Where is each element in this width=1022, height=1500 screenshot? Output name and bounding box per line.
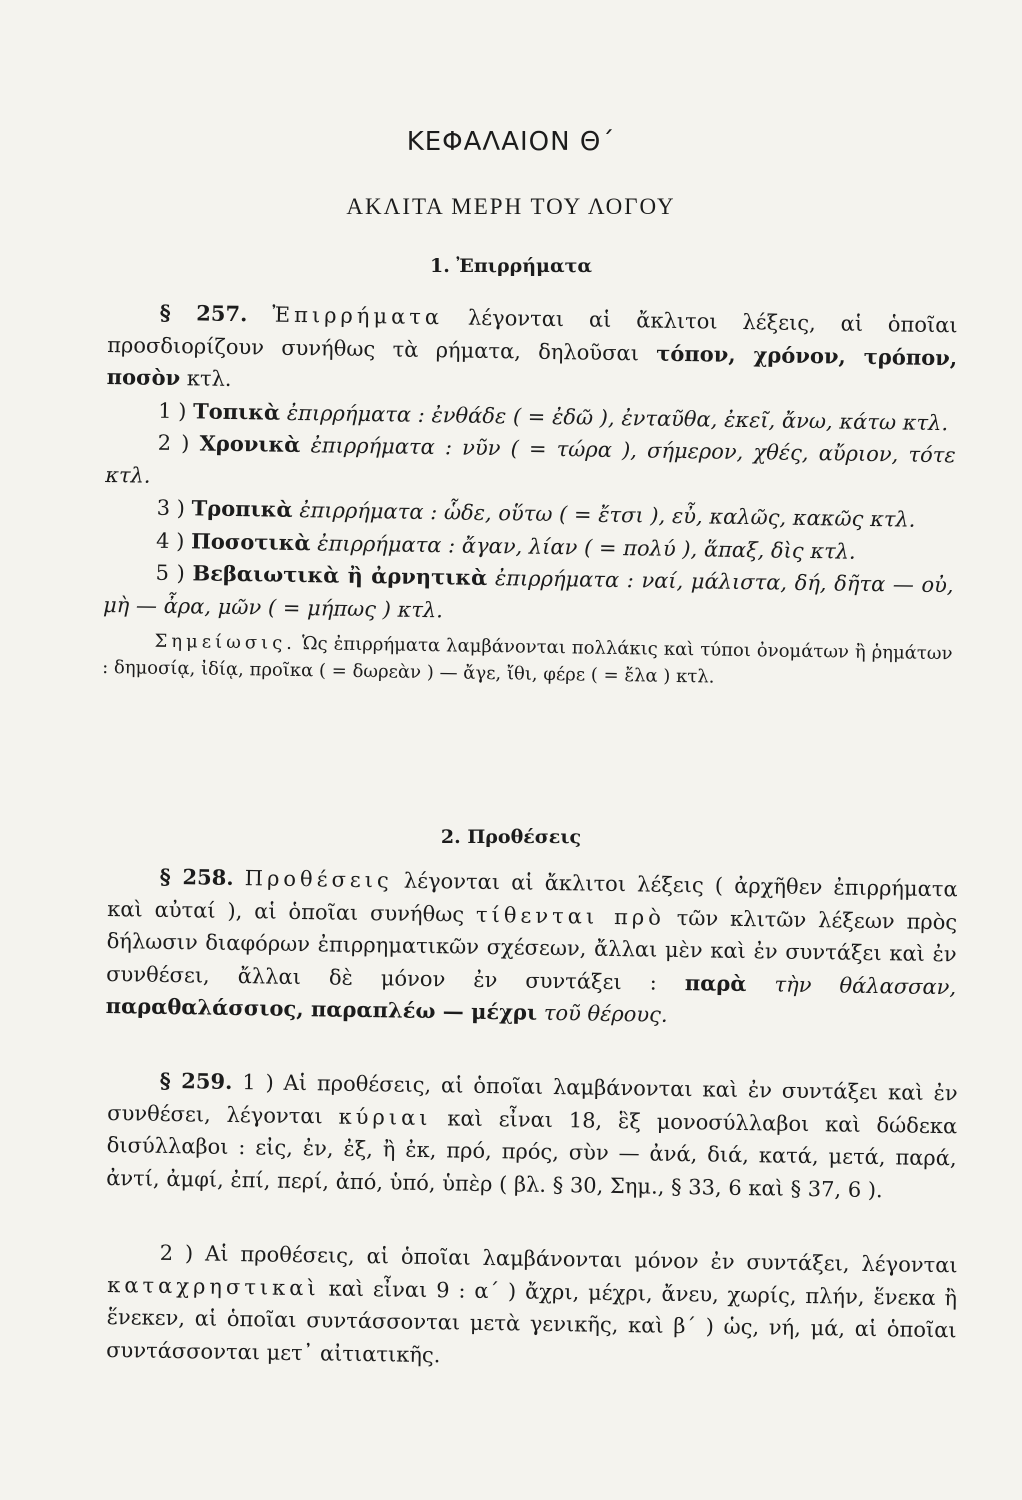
spaced-term: τίθενται πρὸ bbox=[475, 902, 666, 930]
bold-terms: τόπον, χρόνον, τρόπον, ποσὸν bbox=[106, 340, 958, 391]
chapter-title: ΚΕΦΑΛΑΙΟΝ Θ΄ bbox=[406, 127, 616, 157]
paragraph-number: § 258. bbox=[159, 863, 234, 890]
item-number: 2 ) bbox=[157, 430, 190, 456]
spaced-term: Προθέσεις bbox=[244, 866, 393, 893]
item-term: Τοπικὰ bbox=[192, 397, 281, 425]
paragraph-text: καὶ εἶναι 9 : α΄ ) ἄχρι, μέχρι, ἄνευ, χωρίς, πλήν, ἕνεκα ἢ ἕνεκεν, αἱ ὁποῖαι συντάσσονται μετὰ γενικῆς, καὶ β΄ ) ὡς, νή, μά, αἱ ὁποῖαι συντάσσονται μετ᾽ αἰτιατικῆς. bbox=[106, 1275, 958, 1367]
paragraph-text: τοῦ θέρους. bbox=[543, 1000, 668, 1027]
paragraph-text: 2 ) Αἱ προθέσεις, αἱ ὁποῖαι λαμβάνονται μόνον ἐν συντάξει, λέγονται bbox=[159, 1240, 958, 1278]
paragraph-text: 1 ) Αἱ προθέσεις, αἱ ὁποῖαι λαμβάνονται καὶ ἐν συντάξει καὶ ἐν συνθέσει, λέγονται bbox=[107, 1070, 958, 1128]
item-number: 4 ) bbox=[155, 528, 185, 553]
paragraph-text: καὶ εἶναι 18, ἓξ μονοσύλλαβοι καὶ δώδεκα δισύλλαβοι : εἰς, ἐν, ἐξ, ἢ ἐκ, πρό, πρός, σὺν — ἀνά, διά, κατά, μετά, παρά, ἀντί, ἀμφί, ἐπί, περί, ἀπό, ὑπό, ὑπὲρ ( βλ. § 30, Σημ., § 33, 6 καὶ § 37, 6 ). bbox=[106, 1105, 958, 1202]
item-text: ἐπιρρήματα : ναί, μάλιστα, δή, δῆτα — οὐ, μὴ — ἆρα, μῶν ( = μήπως ) κτλ. bbox=[102, 566, 954, 622]
note-text: Ὡς ἐπιρρήματα λαμβάνονται πολλάκις καὶ τύποι ὀνομάτων ἢ ῥημάτων : δημοσίᾳ, ἰδίᾳ, προῖκα ( = δωρεὰν ) — ἄγε, ἴθι, φέρε ( = ἔλα ) κτλ. bbox=[101, 633, 953, 688]
paragraph-259-part2-block bbox=[106, 1236, 958, 1379]
paragraph-number: § 257. bbox=[159, 299, 248, 327]
note-label: Σημείωσις. bbox=[154, 630, 297, 654]
paragraph-text: τῶν κλιτῶν λέξεων πρὸς δήλωσιν διαφόρων ἐπιρρηματικῶν σχέσεων, ἄλλαι μὲν καὶ ἐν συντάξει καὶ ἐν συνθέσει, ἄλλαι δὲ μόνον ἐν συντάξει : bbox=[106, 905, 958, 995]
section-heading-adverbs: 1. Ἐπιρρήματα bbox=[429, 255, 592, 277]
item-term: Βεβαιωτικὰ ἢ ἀρνητικὰ bbox=[192, 560, 488, 590]
bold-term: παρὰ bbox=[684, 969, 747, 996]
item-text: ἐπιρρήματα : ἐνθάδε ( = ἐδῶ ), ἐνταῦθα, ἐκεῖ, ἄνω, κάτω κτλ. bbox=[286, 400, 949, 435]
paragraph-number: § 259. bbox=[159, 1067, 233, 1094]
spaced-term: Ἐπιρρήματα bbox=[272, 302, 444, 330]
paragraph-259-part2 bbox=[106, 1236, 958, 1379]
section-heading-prepositions: 2. Προθέσεις bbox=[440, 826, 582, 848]
paragraph-text: κτλ. bbox=[186, 366, 232, 391]
item-text: ἐπιρρήματα : νῦν ( = τώρα ), σήμερον, χθές, αὔριον, τότε κτλ. bbox=[105, 433, 956, 488]
spaced-term: καταχρηστικαὶ bbox=[107, 1272, 320, 1300]
adverbs-block bbox=[102, 296, 958, 694]
bold-terms: παραθαλάσσιος, παραπλέω — μέχρι bbox=[105, 992, 538, 1025]
part-title: ΑΚΛΙΤΑ ΜΕΡΗ ΤΟΥ ΛΟΓΟΥ bbox=[346, 194, 676, 219]
paragraph-259 bbox=[106, 1064, 958, 1207]
item-term: Τροπικὰ bbox=[191, 495, 293, 522]
paragraph-258 bbox=[105, 860, 957, 1036]
item-number: 1 ) bbox=[158, 398, 187, 423]
item-number: 3 ) bbox=[156, 495, 186, 521]
paragraph-text: λέγονται αἱ ἄκλιτοι λέξεις, αἱ ὁποῖαι προσδιορίζουν συνήθως τὰ ρήματα, δηλοῦσαι bbox=[107, 305, 958, 365]
item-number: 5 ) bbox=[155, 560, 186, 586]
item-term: Χρονικὰ bbox=[199, 430, 301, 458]
prepositions-block bbox=[105, 860, 957, 1036]
paragraph-text: λέγονται αἱ ἄκλιτοι λέξεις ( ἀρχῆθεν ἐπιρρήματα καὶ αὐταί ), αἱ ὁποῖαι συνήθως bbox=[107, 868, 958, 927]
list-item bbox=[103, 556, 954, 634]
item-text: ἐπιρρήματα : ὧδε, οὕτω ( = ἔτσι ), εὖ, καλῶς, κακῶς κτλ. bbox=[299, 498, 916, 532]
paragraph-259-block bbox=[106, 1064, 958, 1207]
paragraph-257 bbox=[106, 296, 957, 407]
spaced-term: κύριαι bbox=[338, 1104, 432, 1130]
paragraph-text: τὴν θάλασσαν, bbox=[774, 971, 957, 999]
item-term: Ποσοτικὰ bbox=[190, 527, 311, 555]
item-text: ἐπιρρήματα : ἄγαν, λίαν ( = πολύ ), ἅπαξ, δὶς κτλ. bbox=[317, 530, 856, 564]
